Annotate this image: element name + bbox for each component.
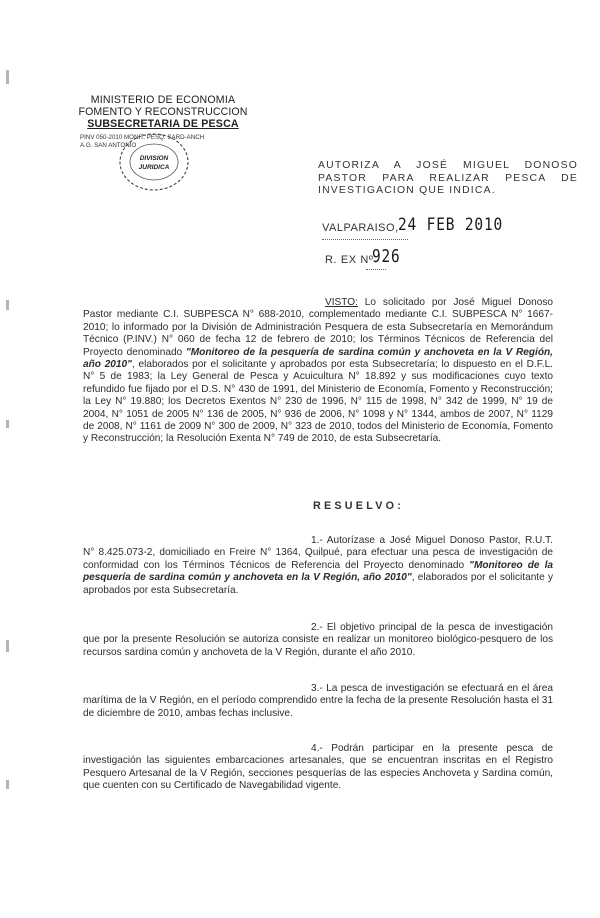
visto-text-part1: Lo solicitado por José Miguel Donoso Pastor mediante C.I. SUBPESCA N° 688-2010, complementado mediante C.I. SUBPESCA N° 1667-2010; lo informado por la División de Administración Pesquera de esta Subsecretaría en Memorándum Técnico (P.INV.) N° 060 de fecha 12 de febrero de 2010; los Términos Técnicos de Referencia del Proyecto denominado xyxy=(83,297,553,358)
rex-number: 926 xyxy=(372,246,401,267)
stamp-text-juridica: JURIDICA xyxy=(138,164,170,171)
resolution-title: AUTORIZA A JOSÉ MIGUEL DONOSO PASTOR PARA REALIZAR PESCA DE INVESTIGACION QUE INDICA. xyxy=(318,160,578,197)
resuelvo-heading: RESUELVO: xyxy=(313,500,404,512)
resolution-item-3 xyxy=(83,683,553,720)
reference-line-ag: A.G. SAN ANTONIO xyxy=(80,141,137,149)
item-1-text-part1: 1.- Autorízase a José Miguel Donoso Pastor, R.U.T. N° 8.425.073-2, domiciliado en Freire N° 1364, Quilpué, para efectuar una pesca de investigación de conformidad con los Términos Técnicos de Referencia del Proyecto denominado xyxy=(83,535,553,571)
date-dotted-line xyxy=(322,239,408,240)
item-2-text: 2.- El objetivo principal de la pesca de investigación que por la presente Resolución se autoriza consiste en realizar un monitoreo biológico-pesquero de los recursos sardina común y anchoveta de la V Región, durante el año 2010. xyxy=(83,622,553,658)
visto-paragraph xyxy=(83,297,553,446)
header-line-ministry: MINISTERIO DE ECONOMIA xyxy=(90,94,236,106)
rex-label: R. EX Nº xyxy=(325,254,374,266)
resolution-item-4 xyxy=(83,743,553,793)
scan-edge-mark xyxy=(6,640,9,652)
resolution-item-1 xyxy=(83,535,553,597)
resolution-item-2 xyxy=(83,622,553,659)
stamp-text-division: DIVISION xyxy=(139,155,169,162)
scan-edge-mark xyxy=(6,780,9,789)
item-1-text-part2: , elaborados por el solicitante y aprobados por esta Subsecretaría. xyxy=(83,572,554,596)
rex-dotted-line xyxy=(366,269,386,270)
header-line-subsecretaria: SUBSECRETARIA DE PESCA xyxy=(87,118,239,130)
item-3-text: 3.- La pesca de investigación se efectuará en el área marítima de la V Región, en el período comprendido entre la fecha de la presente Resolución hasta el 31 de diciembre de 2010, ambas fechas inclusive. xyxy=(83,683,553,719)
header-line-fomento: FOMENTO Y RECONSTRUCCION xyxy=(78,106,248,118)
item-1-project-name: "Monitoreo de la pesquería de sardina común y anchoveta en la V Región, año 2010" xyxy=(83,559,554,584)
place-label: VALPARAISO, xyxy=(322,222,399,234)
visto-text-part2: , elaborados por el solicitante y aprobados por esta Subsecretaría; lo dispuesto en el D.F.L. N° 5 de 1983; la Ley General de Pesca y Acuicultura N° 18.892 y sus modificaciones cuyo texto refundido fue fijado por el D.S. N° 430 de 1991, del Ministerio de Economía, Fomento y Reconstrucción; la Ley N° 19.880; los Decretos Exentos N° 230 de 1996, N° 115 de 1998, N° 342 de 1999, N° 19 de 2004, N° 1051 de 2005 N° 136 de 2005, N° 936 de 2006, N° 1098 y N° 1344, ambos de 2007, N° 1129 de 2008, N° 1161 de 2009 N° 300 de 2009, N° 323 de 2010, todos del Ministerio de Economía, Fomento y Reconstrucción; la Resolución Exenta N° 749 de 2010, de esta Subsecretaría. xyxy=(83,359,553,445)
division-juridica-stamp xyxy=(96,124,206,196)
scan-edge-mark xyxy=(6,420,9,428)
visto-project-name: "Monitoreo de la pesquería de sardina común y anchoveta en la V Región, año 2010" xyxy=(83,346,553,371)
date-stamp: 24 FEB 2010 xyxy=(398,215,504,235)
visto-label: VISTO: xyxy=(325,297,358,308)
scan-edge-mark xyxy=(6,300,9,310)
reference-line-project: PINV 050-2010 MONIT. PESQ. SARD-ANCH xyxy=(80,134,205,141)
item-4-text: 4.- Podrán participar en la presente pesca de investigación las siguientes embarcaciones artesanales, que se encuentran inscritas en el Registro Pesquero Artesanal de la V Región, secciones pesquerías de las especies Anchoveta y Sardina común, que cuenten con su Certificado de Navegabilidad vigente. xyxy=(83,743,553,792)
scan-edge-mark xyxy=(6,70,9,84)
